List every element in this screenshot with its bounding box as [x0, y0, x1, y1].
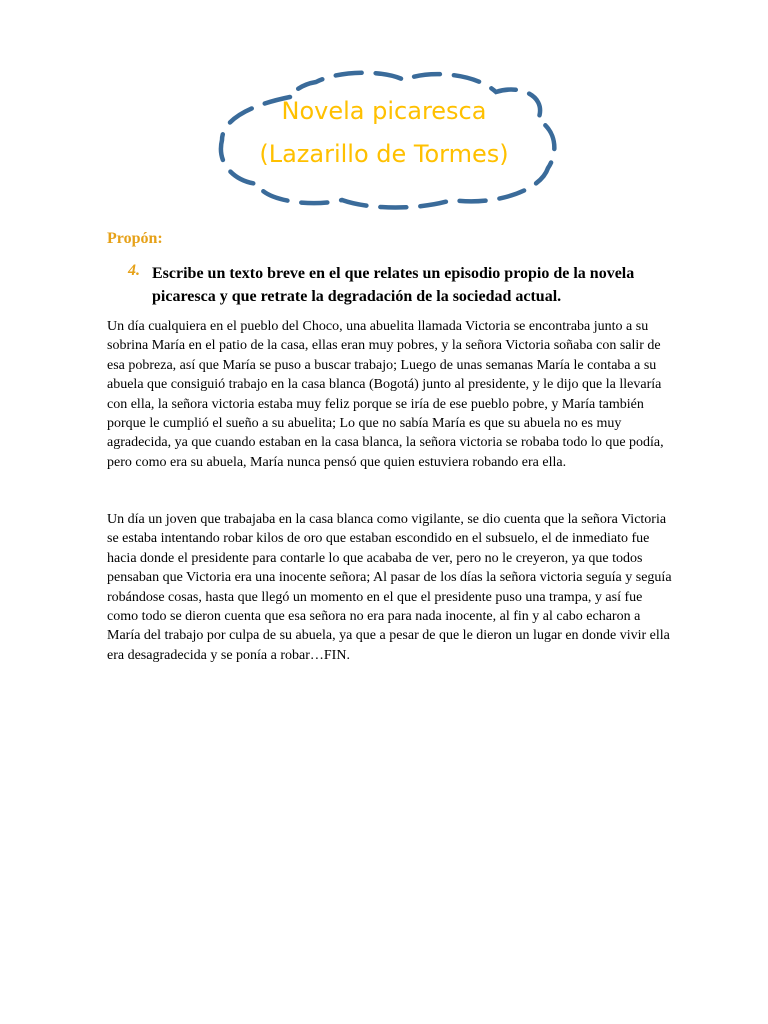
title-line-1: Novela picaresca [281, 97, 487, 125]
question-number: 4. [128, 262, 140, 279]
story-paragraph-1: Un día cualquiera en el pueblo del Choco, una abuelita llamada Victoria se encontraba junto a su sobrina María en el patio de la casa, ellas eran muy pobres, y la señora Victoria soñaba con salir de esa pobreza, así que María se puso a buscar trabajo; Luego de unas semanas María le contaba a su abuela que consiguió trabajo en la casa blanca (Bogotá) junto al presidente, y le dijo que la llevaría con ella, la señora victoria estaba muy feliz porque se iría de ese pueblo pobre, y María también porque le cumplió el sueño a su abuelita; Lo que no sabía María es que su abuela no es muy agradecida, ya que cuando estaban en la casa blanca, la señora victoria se robaba todo lo que podía, pero como era su abuela, María nunca pensó que quien estuviera robando era ella. [107, 319, 664, 470]
task-label: Propón: [107, 230, 163, 247]
title-line-2: (Lazarillo de Tormes) [259, 140, 509, 168]
story-paragraph-2: Un día un joven que trabajaba en la casa blanca como vigilante, se dio cuenta que la señora Victoria se estaba intentando robar kilos de oro que estaban escondido en el subsuelo, el de inmediato fue hacia donde el presidente para contarle lo que acababa de ver, pero no le creyeron, ya que todos pensaban que Victoria era una inocente señora; Al pasar de los días la señora victoria seguía y seguía robándose cosas, hasta que llegó un momento en el que el presidente puso una trampa, y así fue como todo se dieron cuenta que esa señora no era para nada inocente, al fin y al cabo echaron a María del trabajo por culpa de su abuela, ya que a pesar de que le dieron un lugar en donde vivir ella era desagradecida y se ponía a robar…FIN. [107, 512, 672, 663]
question-text: Escribe un texto breve en el que relates un episodio propio de la novela picaresca y que retrate la degradación de la sociedad actual. [152, 265, 635, 305]
